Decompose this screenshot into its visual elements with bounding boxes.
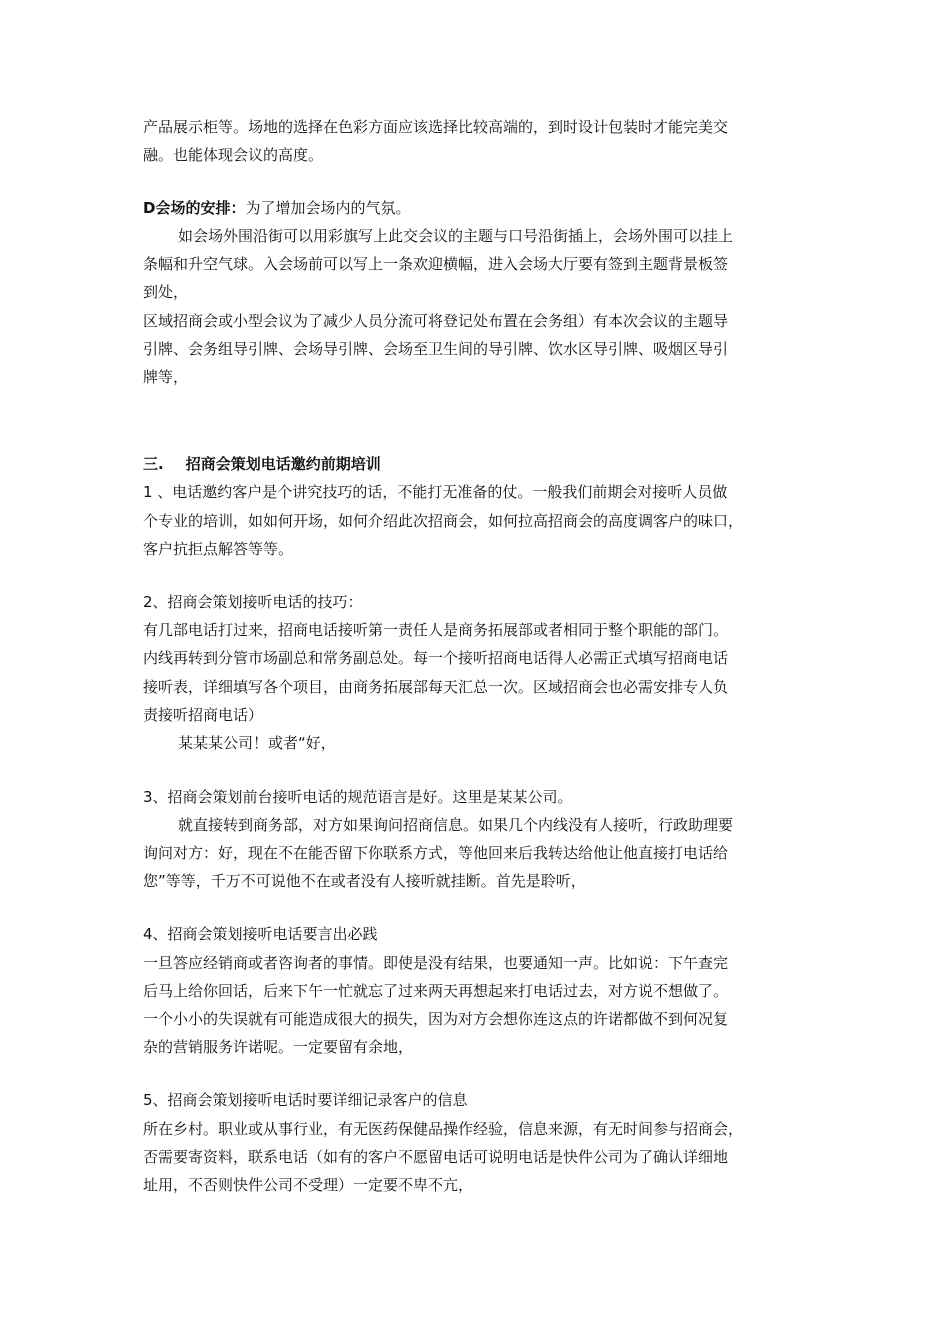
section-heading <box>143 453 381 475</box>
text-line: 产品展示柜等。场地的选择在色彩方面应该选择比较高端的，到时设计包装时才能完美交 <box>143 118 729 136</box>
text-line: 内线再转到分管市场副总和常务副总处。每一个接听招商电话得人必需正式填写招商电话 <box>143 649 729 667</box>
text-line: 某某某公司！或者“好， <box>178 734 336 752</box>
text-line: 否需要寄资料，联系电话（如有的客户不愿留电话可说明电话是快件公司为了确认详细地 <box>143 1148 729 1166</box>
text-line: 4、招商会策划接听电话要言出必践 <box>143 925 378 943</box>
text-line: 所在乡村。职业或从事行业，有无医药保健品操作经验，信息来源，有无时间参与招商会， <box>143 1120 744 1138</box>
text-line: 牌等， <box>143 368 189 386</box>
text-line: 条幅和升空气球。入会场前可以写上一条欢迎横幅，进入会场大厅要有签到主题背景板签 <box>143 255 729 273</box>
text-line: 杂的营销服务许诺呢。一定要留有余地， <box>143 1038 414 1056</box>
text-line: 责接听招商电话） <box>143 706 264 724</box>
text-line: 接听表，详细填写各个项目，由商务拓展部每天汇总一次。区域招商会也必需安排专人负 <box>143 678 729 696</box>
text-line: 5、招商会策划接听电话时要详细记录客户的信息 <box>143 1091 468 1109</box>
text-line: 引牌、会务组导引牌、会场导引牌、会场至卫生间的导引牌、饮水区导引牌、吸烟区导引 <box>143 340 729 358</box>
section-text: 为了增加会场内的气氛。 <box>245 199 411 217</box>
text-line: 就直接转到商务部，对方如果询问招商信息。如果几个内线没有人接听，行政助理要 <box>178 816 734 834</box>
text-line: 询问对方：好，现在不在能否留下你联系方式，等他回来后我转达给他让他直接打电话给 <box>143 844 729 862</box>
text-line: 址用，不否则快件公司不受理）一定要不卑不亢， <box>143 1176 474 1194</box>
heading-number: 三. <box>143 455 164 473</box>
text-line: 如会场外围沿街可以用彩旗写上此交会议的主题与口号沿街插上，会场外围可以挂上 <box>178 227 734 245</box>
text-line: 客户抗拒点解答等等。 <box>143 540 294 558</box>
text-line: 到处， <box>143 283 189 301</box>
section-label: D会场的安排： <box>143 199 246 217</box>
text-line: 融。也能体现会议的高度。 <box>143 146 324 164</box>
text-line: 您”等等，千万不可说他不在或者没有人接听就挂断。首先是聆听， <box>143 872 586 890</box>
text-line: 2、招商会策划接听电话的技巧： <box>143 593 363 611</box>
text-line: 区域招商会或小型会议为了减少人员分流可将登记处布置在会务组）有本次会议的主题导 <box>143 312 729 330</box>
text-line: 一个小小的失误就有可能造成很大的损失，因为对方会想你连这点的许诺都做不到何况复 <box>143 1010 729 1028</box>
text-line: 3、招商会策划前台接听电话的规范语言是好。这里是某某公司。 <box>143 788 573 806</box>
text-line: 有几部电话打过来，招商电话接听第一责任人是商务拓展部或者相同于整个职能的部门。 <box>143 621 729 639</box>
text-line: 1 、电话邀约客户是个讲究技巧的话，不能打无准备的仗。一般我们前期会对接听人员做 <box>143 483 728 501</box>
text-line: 个专业的培训，如如何开场，如何介绍此次招商会，如何拉高招商会的高度调客户的味口， <box>143 512 744 530</box>
heading-text: 招商会策划电话邀约前期培训 <box>185 455 381 473</box>
section-line-venue <box>143 197 410 219</box>
text-line: 一旦答应经销商或者咨询者的事情。即使是没有结果，也要通知一声。比如说：下午查完 <box>143 954 729 972</box>
text-line: 后马上给你回话，后来下午一忙就忘了过来两天再想起来打电话过去，对方说不想做了。 <box>143 982 729 1000</box>
